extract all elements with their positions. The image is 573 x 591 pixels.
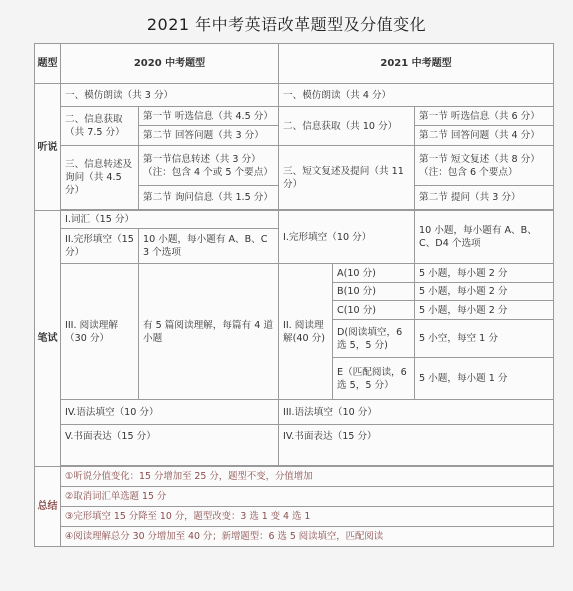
header-row <box>35 44 554 84</box>
header-2021: 2021 中考题型 <box>279 44 554 84</box>
section-summary: 总结 <box>35 467 61 547</box>
cell-2021: II. 阅读理解(40 分) <box>279 264 333 400</box>
cell-2020: 第一节信息转述（共 3 分）（注：包含 4 个或 5 个要点） <box>139 146 279 186</box>
table-row <box>35 527 554 547</box>
cell-2020: 二、信息获取（共 7.5 分） <box>61 107 139 146</box>
summary-item: ②取消词汇单选题 15 分 <box>61 487 554 507</box>
table-row <box>35 211 554 229</box>
table-row <box>35 146 554 186</box>
cell-2021: B(10 分) <box>333 283 415 301</box>
cell-2020: V.书面表达（15 分） <box>61 425 279 466</box>
cell-2021: IV.书面表达（15 分） <box>279 425 554 466</box>
cell-2020: 三、信息转述及询问（共 4.5 分） <box>61 146 139 210</box>
cell-2021: 第二节 回答问题（共 4 分） <box>415 126 554 146</box>
cell-2021: 第一节 听选信息（共 6 分） <box>415 107 554 126</box>
exam-comparison-table <box>34 43 554 547</box>
cell-2020: 第二节 回答问题（共 3 分） <box>139 126 279 146</box>
table-row <box>35 425 554 466</box>
cell-2021: 5 小题，每小题 1 分 <box>415 358 554 400</box>
header-type: 题型 <box>35 44 61 84</box>
cell-2021: 一、模仿朗读（共 4 分） <box>279 84 554 107</box>
cell-2021: 二、信息获取（共 10 分） <box>279 107 415 146</box>
table-row <box>35 487 554 507</box>
summary-item: ③完形填空 15 分降至 10 分，题型改变：3 选 1 变 4 选 1 <box>61 507 554 527</box>
cell-2020: IV.语法填空（10 分） <box>61 400 279 425</box>
cell-2020: 有 5 篇阅读理解，每篇有 4 道小题 <box>139 264 279 400</box>
cell-2021: A(10 分) <box>333 264 415 283</box>
cell-2020: 第二节 询问信息（共 1.5 分） <box>139 186 279 210</box>
cell-2021: C(10 分) <box>333 301 415 320</box>
cell-2020: 一、模仿朗读（共 3 分） <box>61 84 279 107</box>
cell-2021: III.语法填空（10 分） <box>279 400 554 425</box>
cell-2021: 10 小题，每小题有 A、B、C、D4 个选项 <box>415 211 554 264</box>
section-listening: 听说 <box>35 84 61 211</box>
cell-2021: 第一节 短文复述（共 8 分）（注：包含 6 个要点） <box>415 146 554 186</box>
cell-2021: 5 小题，每小题 2 分 <box>415 301 554 320</box>
table-row <box>35 107 554 126</box>
table-row <box>35 264 554 283</box>
cell-2020: I.词汇（15 分） <box>61 211 279 229</box>
cell-2021: 第二节 提问（共 3 分） <box>415 186 554 210</box>
summary-item: ④阅读理解总分 30 分增加至 40 分；新增题型：6 选 5 阅读填空，匹配阅读 <box>61 527 554 547</box>
cell-2021: I.完形填空（10 分） <box>279 211 415 264</box>
summary-item: ①听说分值变化：15 分增加至 25 分，题型不变，分值增加 <box>61 467 554 487</box>
cell-2021: E（匹配阅读，6 选 5，5 分） <box>333 358 415 400</box>
table-row <box>35 400 554 425</box>
cell-2021: 5 小题，每小题 2 分 <box>415 283 554 301</box>
cell-2020: 第一节 听选信息（共 4.5 分） <box>139 107 279 126</box>
table-row <box>35 467 554 487</box>
cell-2021: D(阅读填空，6 选 5，5 分) <box>333 320 415 358</box>
cell-2020: 10 小题，每小题有 A、B、C 3 个选项 <box>139 229 279 264</box>
cell-2021: 5 小空，每空 1 分 <box>415 320 554 358</box>
cell-2020: III. 阅读理解（30 分） <box>61 264 139 400</box>
cell-2021: 三、短文复述及提问（共 11 分） <box>279 146 415 210</box>
table-row <box>35 84 554 107</box>
table-row <box>35 507 554 527</box>
header-2020: 2020 中考题型 <box>61 44 279 84</box>
section-written: 笔试 <box>35 211 61 467</box>
cell-2021: 5 小题，每小题 2 分 <box>415 264 554 283</box>
cell-2020: II.完形填空（15 分） <box>61 229 139 264</box>
page-title: 2021 年中考英语改革题型及分值变化 <box>146 15 427 34</box>
